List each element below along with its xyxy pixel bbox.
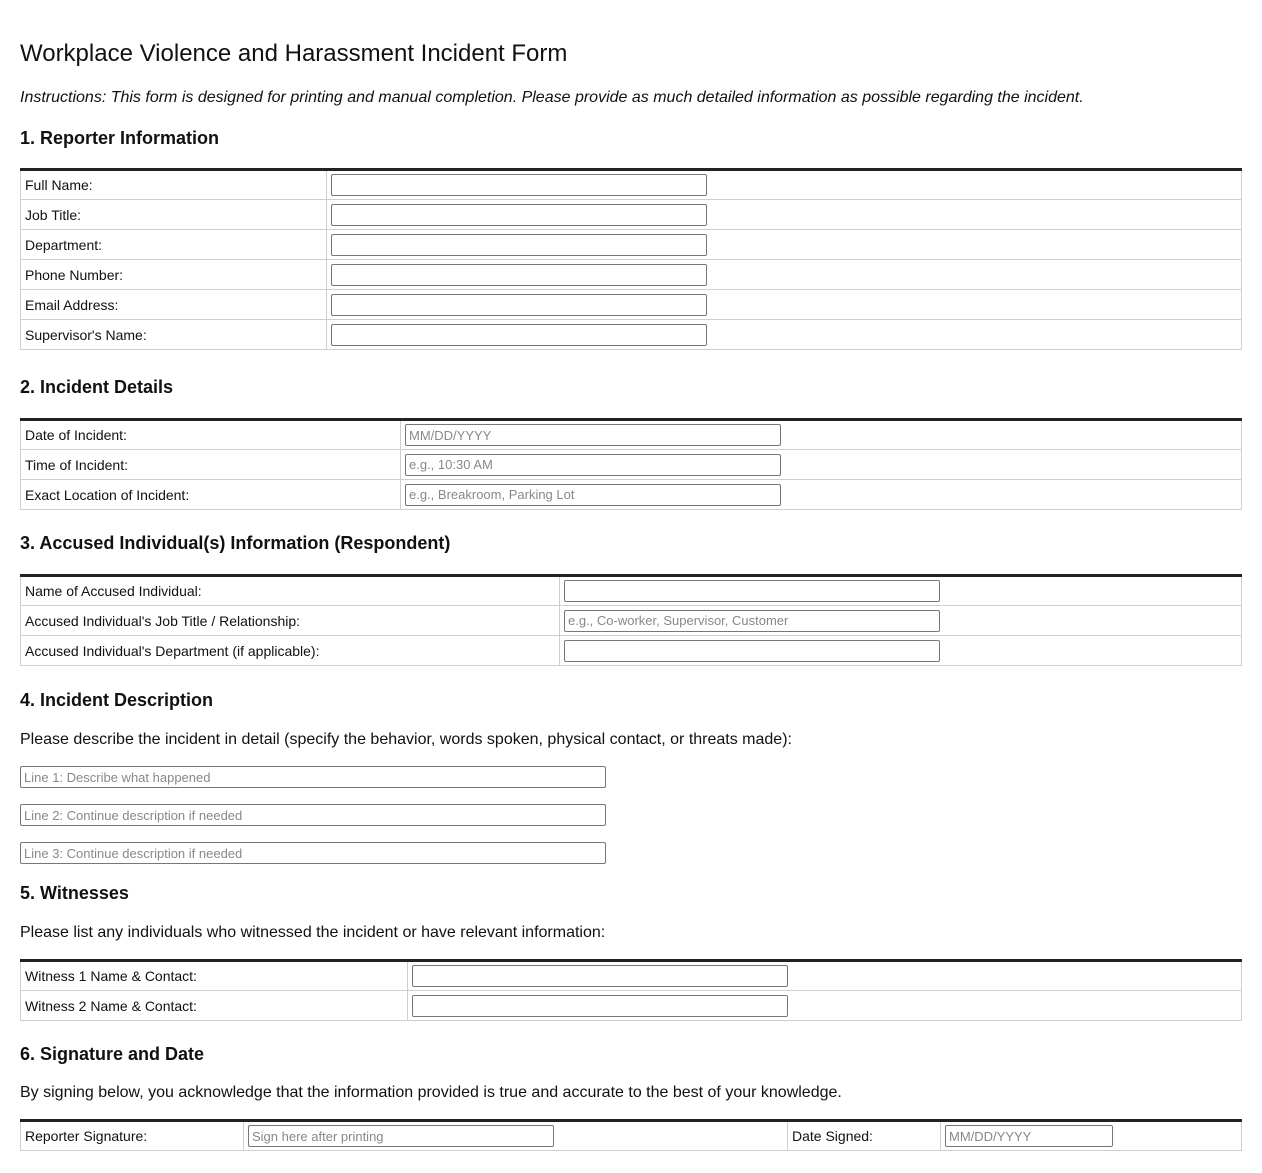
witnesses-prompt: Please list any individuals who witnessed the incident or have relevant information: bbox=[20, 924, 606, 941]
section-heading-witnesses: 5. Witnesses bbox=[20, 883, 129, 903]
date-signed-label: Date Signed: bbox=[788, 1121, 941, 1151]
field-label: Name of Accused Individual: bbox=[21, 576, 560, 606]
supervisor-name-input[interactable] bbox=[331, 324, 707, 346]
instructions-text: Instructions: This form is designed for printing and manual completion. Please provide as much detailed information as possible regarding the incident. bbox=[20, 89, 1084, 106]
signature-label: Reporter Signature: bbox=[21, 1121, 244, 1151]
field-label: Job Title: bbox=[21, 200, 327, 230]
section-heading-accused: 3. Accused Individual(s) Information (Respondent) bbox=[20, 533, 451, 553]
section-heading-signature: 6. Signature and Date bbox=[20, 1044, 205, 1064]
description-line-3-input[interactable] bbox=[20, 842, 606, 864]
field-label: Full Name: bbox=[21, 170, 327, 200]
accused-table bbox=[20, 574, 1242, 666]
job-title-input[interactable] bbox=[331, 204, 707, 226]
section-heading-description: 4. Incident Description bbox=[20, 690, 214, 710]
description-prompt: Please describe the incident in detail (specify the behavior, words spoken, physical contact, or threats made): bbox=[20, 731, 792, 748]
reporter-table bbox=[20, 168, 1242, 350]
reporter-signature-input[interactable] bbox=[248, 1125, 554, 1147]
field-label: Accused Individual's Department (if applicable): bbox=[21, 636, 560, 666]
signature-table bbox=[20, 1119, 1242, 1151]
witnesses-table bbox=[20, 959, 1242, 1021]
field-label: Supervisor's Name: bbox=[21, 320, 327, 350]
table-row bbox=[21, 200, 1242, 230]
witness-1-input[interactable] bbox=[412, 965, 788, 987]
description-line-2-input[interactable] bbox=[20, 804, 606, 826]
department-input[interactable] bbox=[331, 234, 707, 256]
field-label: Phone Number: bbox=[21, 260, 327, 290]
accused-relationship-input[interactable] bbox=[564, 610, 940, 632]
page-title: Workplace Violence and Harassment Incident Form bbox=[20, 40, 568, 67]
table-row bbox=[21, 420, 1242, 450]
witness-2-input[interactable] bbox=[412, 995, 788, 1017]
table-row bbox=[21, 991, 1242, 1021]
table-row bbox=[21, 320, 1242, 350]
field-label: Witness 2 Name & Contact: bbox=[21, 991, 408, 1021]
accused-department-input[interactable] bbox=[564, 640, 940, 662]
section-heading-reporter: 1. Reporter Information bbox=[20, 128, 220, 148]
table-row bbox=[21, 290, 1242, 320]
description-line-1-input[interactable] bbox=[20, 766, 606, 788]
incident-date-input[interactable] bbox=[405, 424, 781, 446]
incident-details-table bbox=[20, 418, 1242, 510]
field-label: Date of Incident: bbox=[21, 420, 401, 450]
section-heading-incident: 2. Incident Details bbox=[20, 377, 174, 397]
phone-number-input[interactable] bbox=[331, 264, 707, 286]
field-label: Accused Individual's Job Title / Relationship: bbox=[21, 606, 560, 636]
table-row bbox=[21, 1121, 1242, 1151]
incident-location-input[interactable] bbox=[405, 484, 781, 506]
date-signed-input[interactable] bbox=[945, 1125, 1113, 1147]
table-row bbox=[21, 230, 1242, 260]
table-row bbox=[21, 480, 1242, 510]
field-label: Exact Location of Incident: bbox=[21, 480, 401, 510]
signature-prompt: By signing below, you acknowledge that the information provided is true and accurate to the best of your knowledge. bbox=[20, 1084, 842, 1101]
table-row bbox=[21, 576, 1242, 606]
accused-name-input[interactable] bbox=[564, 580, 940, 602]
table-row bbox=[21, 450, 1242, 480]
field-label: Email Address: bbox=[21, 290, 327, 320]
field-label: Time of Incident: bbox=[21, 450, 401, 480]
field-label: Witness 1 Name & Contact: bbox=[21, 961, 408, 991]
full-name-input[interactable] bbox=[331, 174, 707, 196]
table-row bbox=[21, 170, 1242, 200]
table-row bbox=[21, 961, 1242, 991]
field-label: Department: bbox=[21, 230, 327, 260]
table-row bbox=[21, 606, 1242, 636]
incident-time-input[interactable] bbox=[405, 454, 781, 476]
email-address-input[interactable] bbox=[331, 294, 707, 316]
table-row bbox=[21, 260, 1242, 290]
table-row bbox=[21, 636, 1242, 666]
